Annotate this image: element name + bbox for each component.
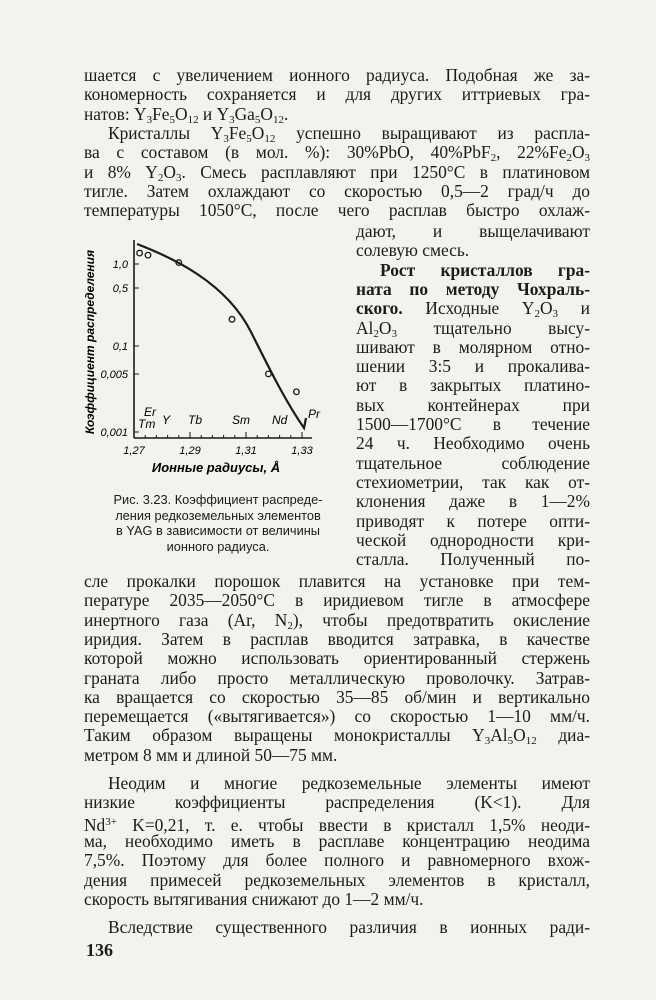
text-line: иридия. Затем в расплав вводится затравка, в качестве — [84, 628, 590, 649]
text-line: Таким образом выращены монокристаллы Y3Al5O12 диа- — [84, 725, 590, 748]
text-line: ского. Исходные Y2O3 и — [356, 298, 590, 321]
text-line: ческой однородности кри- — [356, 529, 590, 550]
data-point — [229, 316, 235, 322]
trend-curve — [137, 244, 306, 428]
text-line: шается с увеличением ионного радиуса. Подобная же за- — [84, 65, 590, 85]
text-line: температуры 1050°С, после чего расплав быстро охлаж- — [84, 200, 590, 221]
data-point — [294, 389, 300, 395]
figure-caption-line: в YAG в зависимости от величины — [116, 523, 320, 538]
element-label: Tm — [138, 417, 156, 431]
text-line: шивают в молярном отно- — [356, 336, 590, 357]
text-line: сле прокалки порошок плавится на установке при тем- — [84, 571, 590, 591]
element-label: Sm — [232, 413, 250, 427]
text-line: клонения даже в 1—2% — [356, 491, 590, 512]
text-line: ва с составом (в мол. %): 30%PbO, 40%PbF2, 22%Fe2O3 — [84, 142, 590, 165]
element-label: Y — [162, 413, 171, 427]
element-label: Tb — [188, 413, 203, 427]
text-line: и 8% Y2O3. Смесь расплавляют при 1250°С в платиновом — [84, 161, 590, 184]
text-line: Рост кристаллов гра- — [380, 259, 590, 280]
page-number: 136 — [86, 940, 113, 960]
y-axis-title — [83, 250, 97, 434]
text-line: сталла. Полученный по- — [356, 549, 590, 570]
text-line: 7,5%. Поэтому для более полного и равномерного вхож- — [84, 850, 590, 871]
y-tick-label: 0,1 — [112, 341, 128, 353]
y-tick-label: 0,5 — [112, 283, 128, 295]
text-line: $Nd^{3+}$ K=0,21, т. е. чтобы ввести в кристалл 1,5% неоди- — [84, 814, 590, 835]
text-line: ка вращается со скоростью 35—85 об/мин и вертикально — [84, 686, 590, 707]
text-line: метром 8 мм и длиной 50—75 мм. — [84, 744, 338, 765]
text-line: ют в закрытых платино- — [356, 375, 590, 396]
data-point — [266, 371, 272, 377]
figure-caption-line: ионного радиуса. — [166, 538, 270, 554]
text-line: 1500—1700°С в течение — [356, 414, 590, 434]
text-line: натов: Y3Fe5O12 и Y3Ga5O12. — [84, 103, 289, 126]
text-line: тщательное соблюдение — [356, 452, 590, 473]
text-line: граната либо просто металлическую проволочку. Затрав- — [84, 667, 590, 688]
text-line: низкие коэффициенты распределения (K<1). Для — [84, 792, 590, 813]
figure-caption-line: Рис. 3.23. Коэффициент распреде- — [113, 492, 323, 507]
text-line: 24 ч. Необходимо очень — [356, 433, 590, 454]
data-point — [137, 250, 143, 256]
text-line: Кристаллы Y3Fe5O12 успешно выращивают из распла- — [108, 122, 591, 145]
x-tick-label: 1,31 — [235, 445, 257, 457]
text-line: скорость вытягивания снижают до 1—2 мм/ч. — [84, 888, 424, 909]
x-axis-label: Ионные радиусы, Å — [151, 460, 281, 475]
text-line: которой можно использовать ориентированный стержень — [84, 648, 590, 669]
text-line: шении 3:5 и прокалива- — [356, 356, 590, 377]
y-tick-label: 1,0 — [112, 259, 128, 271]
text-line: тигле. Затем охлаждают со скоростью 0,5—2 град/ч до — [84, 180, 590, 201]
text-line: ма, необходимо иметь в расплаве концентрацию неодима — [84, 830, 590, 851]
element-label: Nd — [272, 413, 288, 427]
y-tick-label: 0,001 — [100, 427, 128, 439]
text-line: ната по методу Чохраль- — [356, 278, 590, 299]
text-line: дают, и выщелачивают — [356, 221, 590, 241]
figure-caption-line: ления редкоземельных элементов — [115, 507, 321, 523]
element-label: Pr — [308, 407, 320, 421]
text-line: солевую смесь. — [356, 240, 470, 261]
text-line: инертного газа (Ar, N2), чтобы предотвратить окисление — [84, 609, 590, 632]
text-line: Вследствие существенного различия в ионных ради- — [108, 917, 590, 938]
text-line: приводят к потере опти- — [356, 510, 590, 531]
y-axis-label: Коэффициент распределения — [83, 249, 97, 435]
text-line: стехиометрии, так как от- — [356, 471, 590, 492]
data-point — [145, 252, 151, 258]
text-line: пературе 2035—2050°С в иридиевом тигле в атмосфере — [84, 590, 590, 611]
y-tick-label: 0,005 — [100, 369, 128, 381]
text-line: Неодим и многие редкоземельные элементы имеют — [108, 773, 590, 793]
x-tick-label: 1,27 — [123, 445, 145, 457]
x-tick-label: 1,33 — [291, 445, 313, 457]
text-line: кономерность сохраняется и для других иттриевых гра- — [84, 84, 590, 105]
text-line: дения примесей редкоземельных элементов в кристалл, — [84, 869, 590, 890]
text-line: Al2O3 тщательно высу- — [356, 317, 590, 340]
text-line: вых контейнерах при — [356, 394, 590, 415]
distribution-coefficient-chart — [76, 232, 336, 482]
text-line: перемещается («вытягивается») со скоростью 1—10 мм/ч. — [84, 706, 590, 727]
element-label: Er — [144, 405, 156, 419]
x-tick-label: 1,29 — [179, 445, 201, 457]
